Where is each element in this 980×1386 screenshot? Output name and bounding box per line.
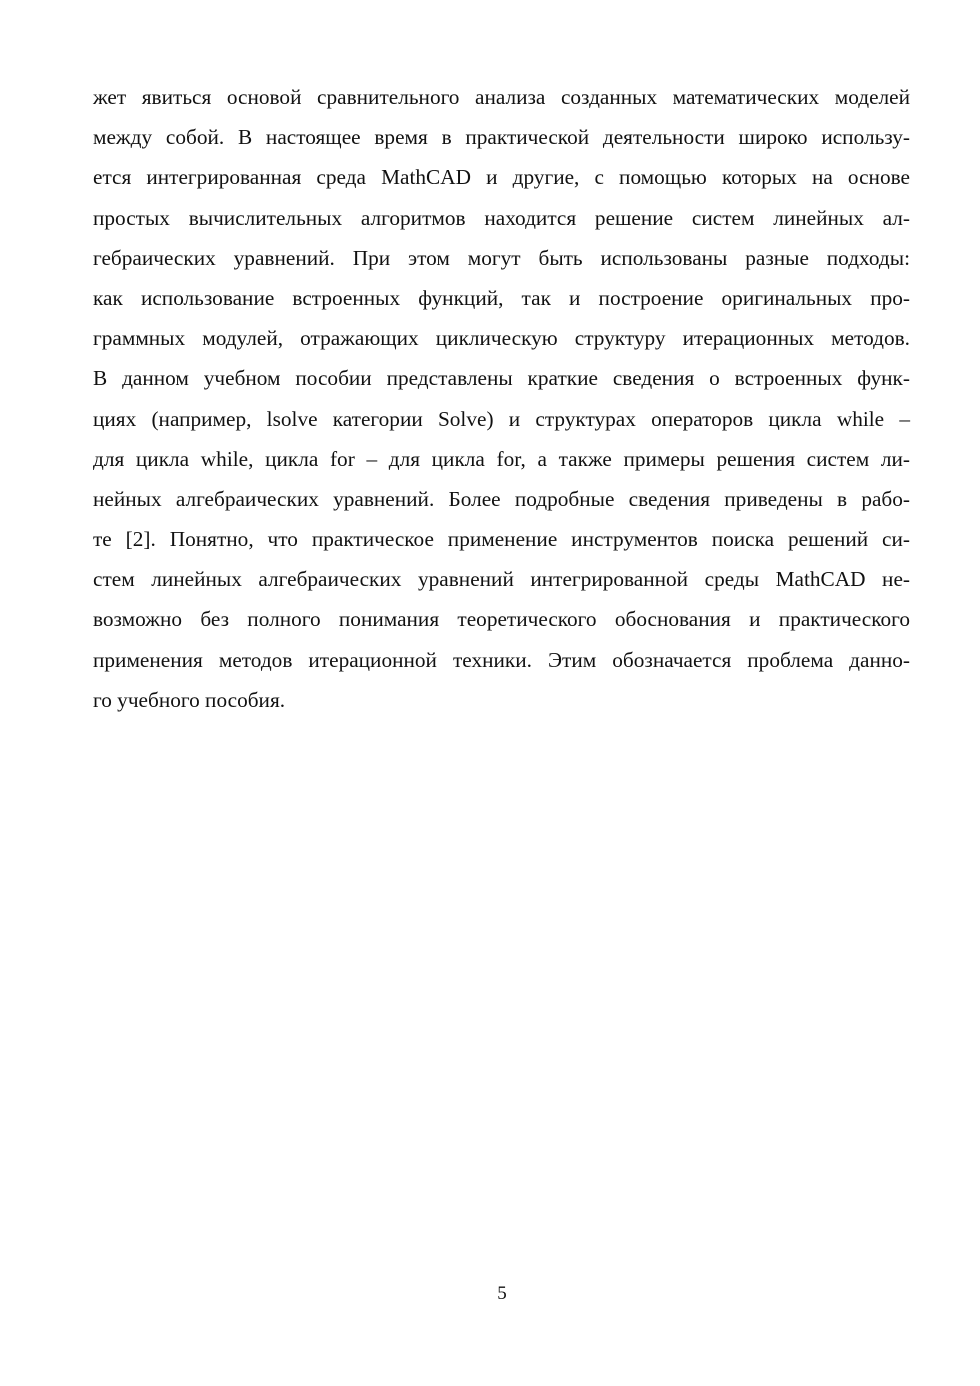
paragraph-line: ется интегрированная среда MathCAD и другие, с помощью которых на основе: [93, 165, 910, 190]
paragraph-line: простых вычислительных алгоритмов находится решение систем линейных ал-: [93, 205, 910, 230]
paragraph-line: граммных модулей, отражающих циклическую структуру итерационных методов.: [93, 326, 910, 351]
paragraph-line: для цикла while, цикла for – для цикла for, а также примеры решения систем ли-: [93, 446, 910, 471]
paragraph-line: как использование встроенных функций, так и построение оригинальных про-: [93, 285, 910, 310]
paragraph-line: гебраических уравнений. При этом могут быть использованы разные подходы:: [93, 245, 910, 270]
paragraph-line: те [2]. Понятно, что практическое применение инструментов поиска решений си-: [93, 527, 910, 552]
paragraph-line: циях (например, lsolve категории Solve) и структурах операторов цикла while –: [93, 406, 910, 431]
paragraph-line-last: го учебного пособия.: [93, 687, 286, 712]
paragraph-line: жет явиться основой сравнительного анализа созданных математических моделей: [93, 85, 910, 109]
paragraph-line: между собой. В настоящее время в практической деятельности широко использу-: [93, 125, 910, 150]
paragraph-line: применения методов итерационной техники. Этим обозначается проблема данно-: [93, 647, 910, 672]
paragraph-line: возможно без полного понимания теоретического обоснования и практического: [93, 607, 910, 632]
page-number: 5: [497, 1283, 507, 1304]
paragraph-line: В данном учебном пособии представлены краткие сведения о встроенных функ-: [93, 366, 910, 391]
body-paragraph: [93, 77, 910, 720]
paragraph-line: стем линейных алгебраических уравнений интегрированной среды MathCAD не-: [93, 567, 910, 592]
paragraph-line: нейных алгебраических уравнений. Более подробные сведения приведены в рабо-: [93, 486, 910, 511]
